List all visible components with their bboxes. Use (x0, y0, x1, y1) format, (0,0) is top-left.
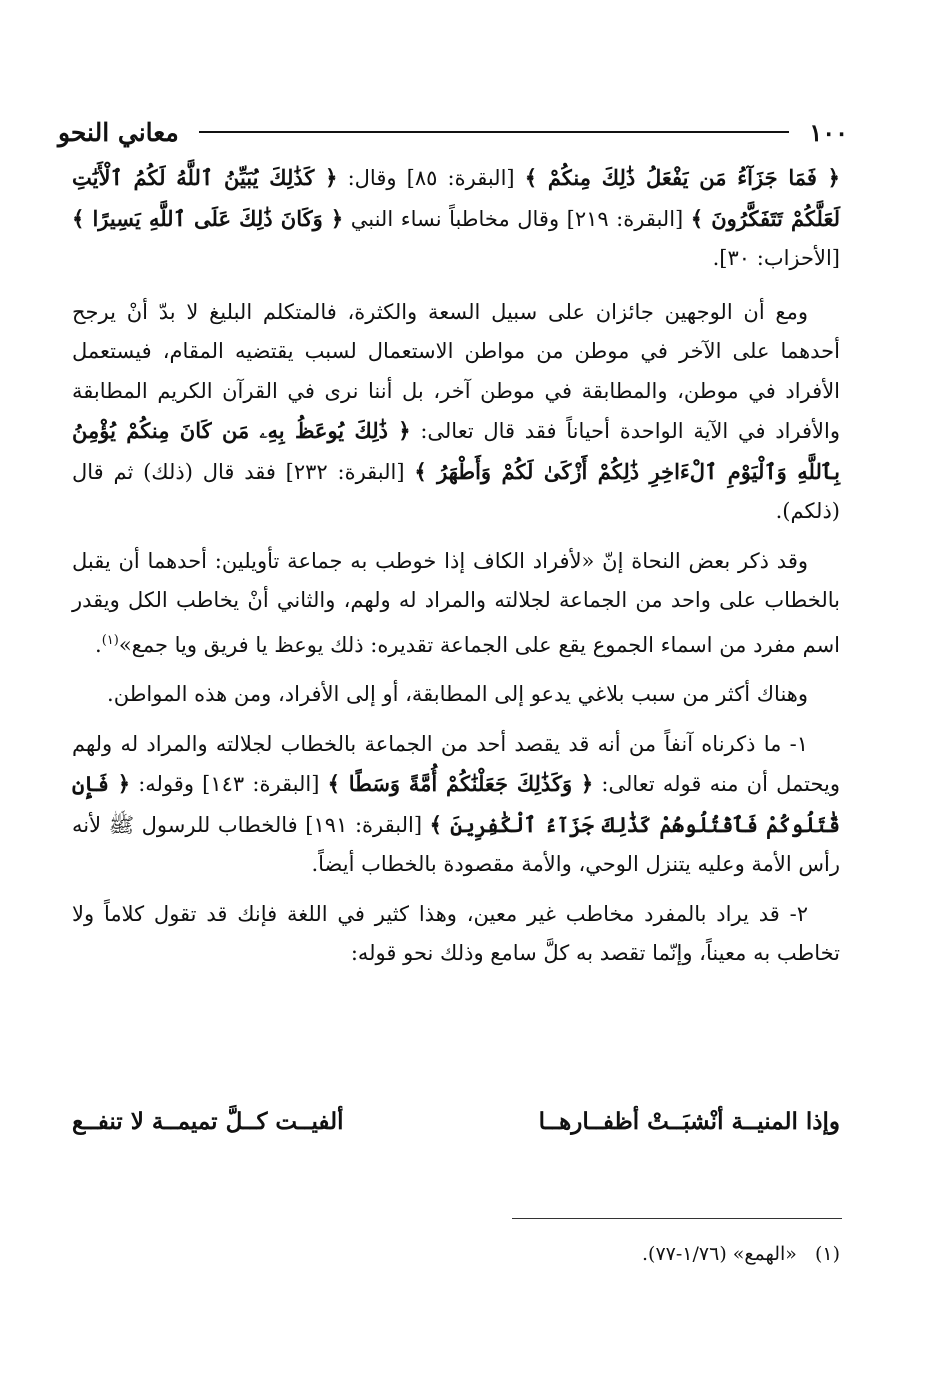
text-run: . (95, 632, 102, 657)
book-title: معاني النحو (58, 117, 179, 147)
quran-verse: ﴿ فَمَا جَزَآءُ مَن يَفْعَلُ ذَٰلِكَ مِنكُمْ ﴾ (524, 165, 840, 190)
text-run: [الأحزاب: ٣٠]. (712, 246, 840, 270)
text-run: [البقرة: ٨٥] وقال: (337, 166, 525, 190)
footnote-marker: (١) (101, 632, 119, 648)
main-text (72, 158, 840, 974)
paragraph-point-2: ٢- قد يراد بالمفرد مخاطب غير معين، وهذا كثير في اللغة فإنك قد تقول كلاماً ولا تخاطب به معيناً، وإنّما تقصد به كلَّ سامع وذلك نحو قوله: (72, 901, 840, 965)
text-run: ١- ما ذكرناه آنفاً من أنه قد يقصد أحد من الجماعة بالخطاب لجلالته والمراد له ولهم ويحتمل أن منه قوله تعالى: (72, 731, 840, 796)
quran-verse: ﴿ كَذَٰلِكَ يُبَيِّنُ ٱللَّهُ لَكُمُ ٱلْأَيَٰتِ لَعَلَّكُمْ تَتَفَكَّرُونَ ﴾ (72, 165, 840, 231)
page-number: ١٠٠ (809, 117, 848, 147)
header-rule (199, 131, 790, 133)
quran-verse: ﴿ وَكَانَ ذَٰلِكَ عَلَى ٱللَّهِ يَسِيرًا ﴾ (72, 205, 344, 231)
text-run: ومع أن الوجهين جائزان على سبيل السعة والكثرة، فالمتكلم البليغ لا بدّ أنْ يرجح أحدهما على الآخر في موطن من مواطن الاستعمال لسبب يقتضيه المقام، فيستعمل الأفراد في موطن، والمطابقة في موطن آخر، بل أننا نرى في القرآن الكريم المطابقة والأفراد في الآية الواحدة أحياناً فقد قال تعالى: (72, 299, 841, 443)
poetry-verse (72, 1108, 840, 1135)
paragraph-grammarians (72, 542, 840, 666)
quran-verse: ﴿ فَإِن قَٰتَلُوكُمْ فَٱقْتُلُوهُمْ كَذَٰلِكَ جَزَآءُ ٱلْكَٰفِرِينَ ﴾ (72, 771, 841, 837)
paragraph-agreement (72, 293, 840, 532)
text-run: [البقرة: ١٩١] فالخطاب للرسول ﷺ لأنه رأس الأمة وعليه يتنزل الوحي، والأمة مقصودة بالخطاب أيضاً. (72, 812, 840, 876)
text-run: [البقرة: ٢١٩] وقال مخاطباً نساء النبي (343, 206, 691, 231)
verse-second-hemistich: ألفيــت كــلَّ تميمــة لا تنفــع (72, 1108, 344, 1135)
text-run: [البقرة: ١٤٣] وقوله: (130, 772, 328, 796)
quran-verse: ﴿ وَكَذَٰلِكَ جَعَلْنَٰكُمْ أُمَّةً وَسَطًا ﴾ (327, 771, 594, 796)
paragraph-quran-citations (72, 158, 840, 279)
footnote-text: «الهمع» (١/٧٦-٧٧). (641, 1243, 797, 1265)
verse-first-hemistich: وإذا المنيــة أنْشبَــتْ أظفــارهــا (538, 1108, 840, 1135)
footnote (300, 1243, 840, 1265)
paragraph-point-1 (72, 725, 840, 885)
text-run: وقد ذكر بعض النحاة إنّ «لأفراد الكاف إذا خوطب به جماعة تأويلين: أحدهما أن يقبل بالخطاب على واحد من الجماعة لجلالته والمراد له ولهم، والثاني أنْ يخاطب الكل ويقدر اسم مفرد من اسماء الجموع يقع على الجماعة تقديره: ذلك يوعظ يا فريق ويا جمع» (72, 548, 840, 657)
footnote-number: (١) (814, 1243, 840, 1265)
footnote-separator (512, 1218, 842, 1219)
page-header (58, 112, 848, 152)
paragraph-rhetorical-reasons: وهناك أكثر من سبب بلاغي يدعو إلى المطابقة، أو إلى الأفراد، ومن هذه المواطن. (107, 682, 808, 706)
text-run: [البقرة: ٢٣٢] فقد قال (ذلك) ثم قال (ذلكم). (72, 459, 840, 523)
quran-verse: ﴿ ذَٰلِكَ يُوعَظُ بِهِۦ مَن كَانَ مِنكُمْ يُؤْمِنُ بِٱللَّهِ وَٱلْيَوْمِ ٱلْءَاخِرِ ذَٰلِكُمْ أَزْكَىٰ لَكُمْ وَأَطْهَرُ ﴾ (72, 418, 840, 484)
